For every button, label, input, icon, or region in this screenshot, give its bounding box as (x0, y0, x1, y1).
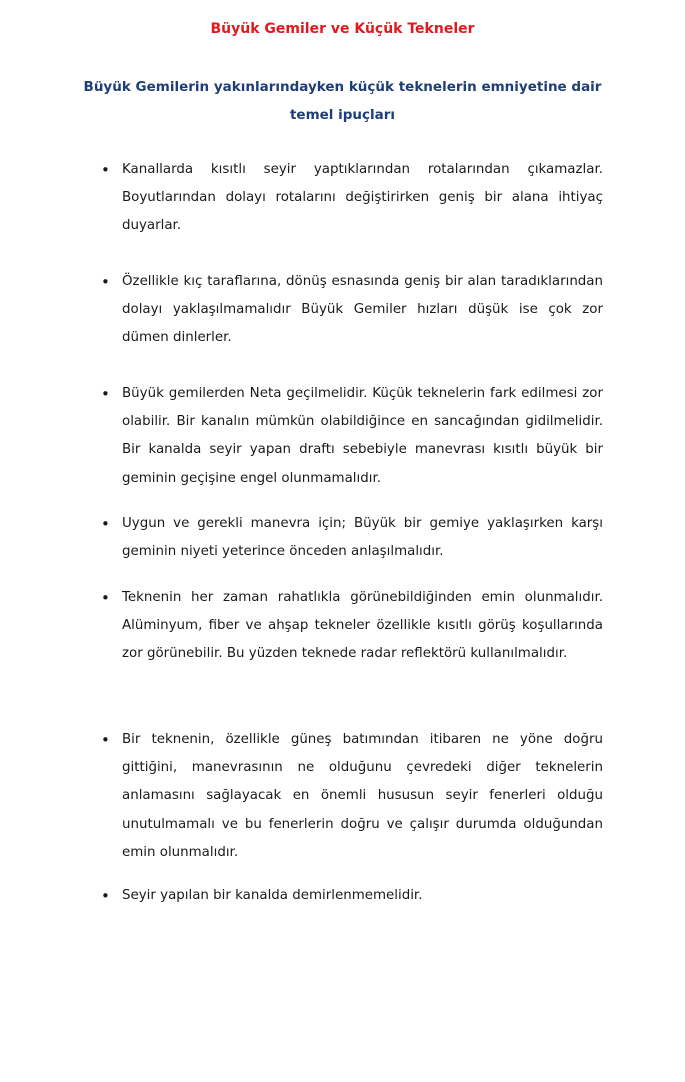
bullet-icon: • (101, 161, 110, 179)
bullet-icon: • (101, 589, 110, 607)
list-item-text: Büyük gemilerden Neta geçilmelidir. Küçük teknelerin fark edilmesi zor olabilir. Bir kanalın mümkün olabildiğince en sancağından gidilmelidir. Bir kanalda seyir yapan draftı sebebiyle manevrası kısıtlı büyük bir geminin geçişine engel olunmamalıdır. (122, 386, 603, 486)
document-subtitle: Büyük Gemilerin yakınlarındayken küçük teknelerin emniyetine dair temel ipuçları (83, 79, 602, 123)
list-item (101, 510, 603, 566)
list-item-text: Teknenin her zaman rahatlıkla görünebildiğinden emin olunmalıdır. Alüminyum, fiber ve ahşap tekneler özellikle kısıtlı görüş koşullarında zor görünebilir. Bu yüzden teknede radar reflektörü kullanılmalıdır. (122, 590, 603, 662)
bullet-icon: • (101, 385, 110, 403)
list-item (101, 584, 603, 669)
document-title: Büyük Gemiler ve Küçük Tekneler (210, 21, 475, 37)
list-item-text: Seyir yapılan bir kanalda demirlenmemelidir. (122, 888, 423, 903)
list-item-text: Özellikle kıç taraflarına, dönüş esnasında geniş bir alan taradıklarından dolayı yaklaşılmamalıdır Büyük Gemiler hızları düşük ise çok zor dümen dinlerler. (122, 274, 603, 346)
list-item-text: Kanallarda kısıtlı seyir yaptıklarından rotalarından çıkamazlar. Boyutlarından dolayı rotalarını değiştirirken geniş bir alana ihtiyaç duyarlar. (122, 162, 603, 234)
list-item (101, 726, 603, 867)
list-item (101, 156, 603, 241)
list-item (101, 380, 603, 493)
list-item (101, 268, 603, 353)
list-item (101, 882, 603, 910)
bullet-icon: • (101, 887, 110, 905)
list-item-text: Uygun ve gerekli manevra için; Büyük bir gemiye yaklaşırken karşı geminin niyeti yeterince önceden anlaşılmalıdır. (122, 516, 603, 560)
bullet-icon: • (101, 273, 110, 291)
list-item-text: Bir teknenin, özellikle güneş batımından itibaren ne yöne doğru gittiğini, manevrasının ne olduğunu çevredeki diğer teknelerin anlamasını sağlayacak en önemli hususun seyir fenerleri olduğu unutulmamalı ve bu fenerlerin doğru ve çalışır durumda olduğundan emin olunmalıdır. (122, 732, 603, 860)
bullet-icon: • (101, 731, 110, 749)
bullet-icon: • (101, 515, 110, 533)
